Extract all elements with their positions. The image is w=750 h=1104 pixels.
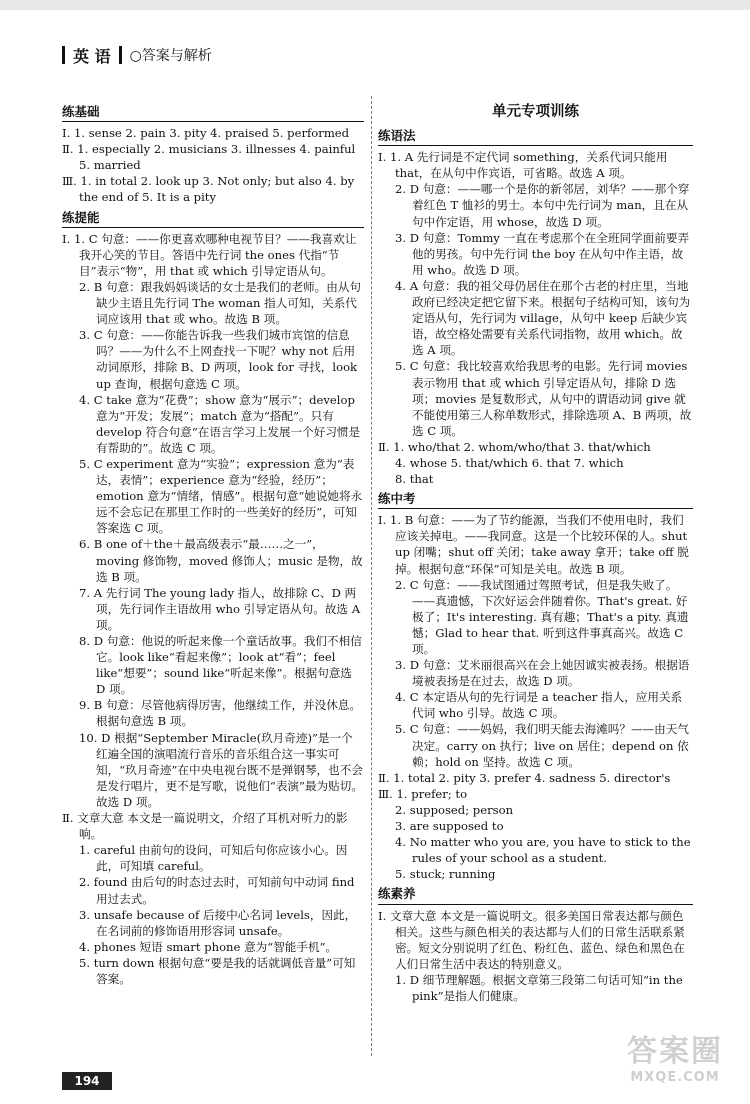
explanation-item: Ⅰ. 1. B 句意：——为了节约能源，当我们不使用电时，我们应该关掉电。——我同意。这是一个比较环保的人。shut up 闭嘴；shut off 关闭；take away 拿开；take off 脱掉。根据句意“环保”可知是关电。故选 B 项。 [378, 513, 689, 576]
explanation-item: 4. phones 短语 smart phone 意为“智能手机”。 [79, 939, 338, 954]
page-number: 194 [62, 1072, 112, 1090]
site-watermark [610, 1026, 740, 1096]
answer-line: Ⅲ. 1. in total 2. look up 3. Not only; but also 4. by the end of 5. It is a pity [62, 174, 355, 205]
explanation-item: 2. B 句意：跟我妈妈谈话的女士是我们的老师。由从句缺少主语且先行词 The woman 指人可知，关系代词应该用 that 或 who。故选 B 项。 [79, 279, 362, 327]
explanation-item: 2. D 句意：——哪一个是你的新邻居，刘华？——那个穿着红色 T 恤衫的男士。本句中先行词为 man，且在从句中作定语，用 whose，故选 D 项。 [395, 182, 690, 229]
top-edge-strip [0, 0, 750, 10]
section-title-zhongkao: 练中考 [378, 491, 693, 509]
explanation-item: Ⅰ. 1. C 句意：——你更喜欢哪种电视节目？——我喜欢让我开心笑的节目。答语中先行词 the ones 代指“节目”表示“物”，用 that 或 which 引导定语从句。 [62, 231, 357, 278]
explanation-item: 3. C 句意：——你能告诉我一些我们城市宾馆的信息吗？——为什么不上网查找一下呢？why not 后用动词原形，排除 B、D 两项，look for 寻找，look up 查询，根据句意选 C 项。 [79, 328, 358, 391]
answer-line: 5. married [79, 158, 141, 173]
section-title-suyang: 练素养 [378, 886, 693, 904]
answer-line: 8. that [395, 472, 434, 487]
answer-line: Ⅲ. 1. prefer; to [378, 786, 468, 801]
explanation-item: 2. found 由后句的时态过去时，可知前句中动词 find 用过去式。 [79, 875, 355, 906]
answer-line: 2. supposed; person [395, 802, 514, 817]
explanation-item: 4. A 句意：我的祖父母仍居住在那个古老的村庄里，当地政府已经决定把它留下来。根据句子结构可知，该句为定语从句，先行词为 village，从句中 keep 后缺少宾语，故空格处需要有关系代词指物，故用 which。故选 A 项。 [395, 278, 691, 358]
explanation-item: 5. C 句意：我比较喜欢给我思考的电影。先行词 movies 表示物用 that 或 which 引导定语从句，排除 D 选项；movies 是复数形式，从句中的谓语动词 give 就不能使用第三人称单数形式，排除选项 A、B 两项，故选 C 项。 [395, 359, 692, 438]
explanation-item: 1. D 细节理解题。根据文章第三段第二句话可知“in the pink”是指人们健康。 [395, 972, 683, 1003]
right-column [378, 100, 693, 1004]
explanation-item: 7. A 先行词 The young lady 指人，故排除 C、D 两项，先行词作主语故用 who 引导定语从句。故选 A 项。 [79, 585, 361, 632]
answer-line: Ⅱ. 1. total 2. pity 3. prefer 4. sadness 5. director's [378, 770, 671, 785]
explanation-item: Ⅰ. 1. A 先行词是不定代词 something，关系代词只能用 that，在从句中作宾语，可省略。故选 A 项。 [378, 150, 668, 181]
answer-line: Ⅱ. 1. especially 2. musicians 3. illnesses 4. painful [62, 142, 356, 157]
explanation-item: 9. B 句意：尽管他病得厉害，他继续工作，并没休息。根据句意选 B 项。 [79, 698, 362, 729]
explanation-item: 5. C experiment 意为“实验”；expression 意为“表达，表情”；experience 意为“经验，经历”；emotion 意为“情绪，情感”。根据句意“她说她将永远不会忘记在那里工作时的一些美好的经历”，可知答案选 C 项。 [79, 456, 363, 536]
explanation-item: 1. careful 由前句的设问，可知后句你应该小心。因此，可知填 careful。 [79, 843, 348, 874]
column-divider [371, 96, 372, 1056]
watermark-url-text: MXQE.COM [630, 1070, 720, 1085]
explanation-item: 3. D 句意：Tommy 一直在考虑那个在全班同学面前要弄他的男孩。句中先行词 the boy 在从句中作主语，故用 who。故选 D 项。 [395, 230, 690, 277]
explanation-item: 2. C 句意：——我试图通过驾照考试，但是我失败了。——真遗憾，下次好运会伴随着你。That's great. 好极了；It's interesting. 真有趣；That's a pity. 真遗憾；Glad to hear that. 听到这件事真高兴。故选 C 项。 [395, 577, 689, 656]
section-title-jichu: 练基础 [62, 104, 364, 122]
passage-summary: Ⅱ. 文章大意 本文是一篇说明文，介绍了耳机对听力的影响。 [62, 811, 348, 842]
explanation-item: 4. C take 意为“花费”；show 意为“展示”；develop 意为“开发；发展”；match 意为“搭配”。只有 develop 符合句意“在语言学习上发展一个好习惯是有帮助的”。故选 C 项。 [79, 392, 361, 455]
header-bar-right [119, 46, 122, 64]
left-column [62, 100, 364, 987]
answer-line: 4. whose 5. that/which 6. that 7. which [395, 455, 624, 470]
explanation-item: 10. D 根据“September Miracle(玖月奇迹)”是一个红遍全国的演唱流行音乐的音乐组合这一事实可知，“玖月奇迹”在中央电视台既不是弹钢琴，也不会是发行唱片，更不是写歌，说他们“表演”最为贴切。故选 D 项。 [79, 730, 363, 809]
explanation-item: 3. D 句意：艾米丽很高兴在会上她因诚实被表扬。根据语境被表扬是在过去，故选 D 项。 [395, 658, 690, 689]
passage-summary: Ⅰ. 文章大意 本文是一篇说明文。很多美国日常表达都与颜色相关。这些与颜色相关的表达都与人们的日常生活联系紧密。短文分别说明了红色、粉红色、蓝色、绿色和黑色在人们日常生活中表达的特别意义。 [378, 908, 685, 971]
explanation-item: 5. C 句意：——妈妈，我们明天能去海滩吗？——由天气决定。carry on 执行；live on 居住；depend on 依赖；hold on 坚持。故选 C 项。 [395, 722, 689, 769]
explanation-item: 6. B one of＋the＋最高级表示“最……之一”，moving 修饰物，moved 修饰人；music 是物，故选 B 项。 [79, 537, 363, 584]
page-header [62, 40, 212, 70]
watermark-logo-text: 答案圈 [627, 1034, 723, 1069]
answer-line: Ⅱ. 1. who/that 2. whom/who/that 3. that/which [378, 439, 651, 454]
explanation-item: 4. C 本定语从句的先行词是 a teacher 指人，应用关系代词 who 引导。故选 C 项。 [395, 690, 683, 721]
section-title-tineng: 练提能 [62, 210, 364, 228]
section-title-yufa: 练语法 [378, 128, 693, 146]
unit-title: 单元专项训练 [492, 104, 579, 120]
explanation-item: 8. D 句意：他说的听起来像一个童话故事。我们不相信它。look like“看起来像”；look at“看”；feel like“想要”；sound like“听起来像”。根据句意选 D 项。 [79, 634, 362, 697]
explanation-item: 5. turn down 根据句意“要是我的话就调低音量”可知答案。 [79, 955, 356, 986]
explanation-item: 3. unsafe because of 后接中心名词 levels，因此，在名词前的修饰语用形容词 unsafe。 [79, 907, 357, 938]
answer-line: Ⅰ. 1. sense 2. pain 3. pity 4. praised 5. performed [62, 126, 350, 141]
subtitle-label: ○答案与解析 [129, 48, 212, 64]
answer-line: 3. are supposed to [395, 819, 504, 834]
answer-line: 4. No matter who you are, you have to stick to the rules of your school as a student. [395, 835, 691, 866]
answer-line: 5. stuck; running [395, 867, 496, 882]
header-bar-left [62, 46, 65, 64]
subject-label: 英 语 [73, 46, 111, 66]
